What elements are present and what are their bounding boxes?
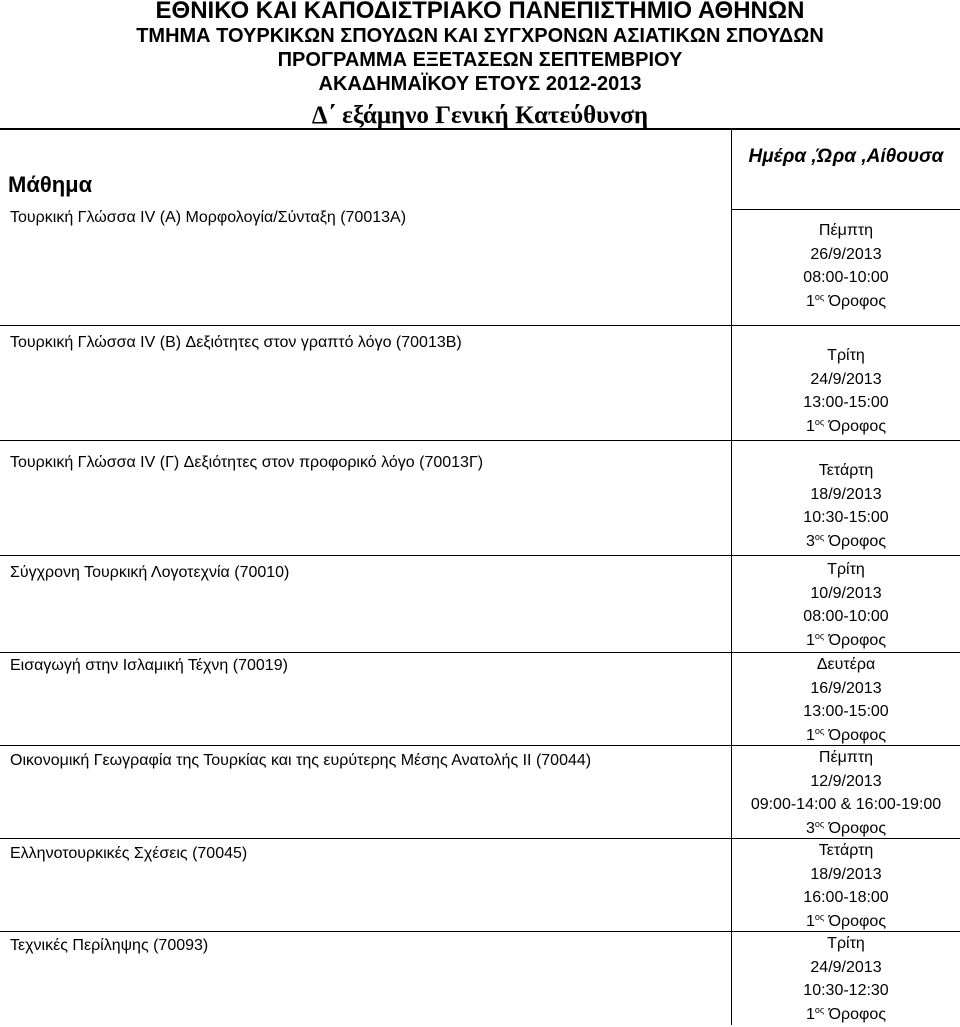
course-name: Τουρκική Γλώσσα IV (B) Δεξιότητες στον γραπτό λόγο (70013Β) — [10, 334, 462, 351]
exam-time: 13:00-15:00 — [803, 703, 889, 720]
exam-date: 18/9/2013 — [810, 865, 882, 883]
exam-slot — [732, 558, 960, 652]
exam-room: $3^{o\varsigma}$ Όροφος — [805, 818, 887, 837]
exam-slot — [732, 219, 960, 313]
exam-room: $3^{o\varsigma}$ Όροφος — [805, 531, 887, 550]
course-name: Τουρκική Γλώσσα IV (A) Μορφολογία/Σύνταξη (70013Α) — [10, 209, 407, 226]
exam-slot — [732, 932, 960, 1026]
exam-day: Τρίτη — [827, 347, 865, 364]
university-title: ΕΘΝΙΚΟ ΚΑΙ ΚΑΠΟΔΙΣΤΡΙΑΚΟ ΠΑΝΕΠΙΣΤΗΜΙΟ ΑΘΗΝΩΝ — [155, 0, 805, 24]
exam-date: 24/9/2013 — [810, 958, 882, 976]
exam-slot — [732, 653, 960, 747]
exam-date: 12/9/2013 — [810, 772, 882, 790]
exam-room: $1^{o\varsigma}$ Όροφος — [805, 291, 887, 310]
course-name: Ελληνοτουρκικές Σχέσεις (70045) — [10, 845, 248, 862]
exam-room: $1^{o\varsigma}$ Όροφος — [805, 725, 887, 744]
course-name: Οικονομική Γεωγραφία της Τουρκίας και της ευρύτερης Μέσης Ανατολής ΙΙ (70044) — [10, 752, 592, 769]
course-name: Τουρκική Γλώσσα IV (Γ) Δεξιότητες στον προφορικό λόγο (70013Γ) — [10, 454, 484, 471]
exam-day: Τετάρτη — [818, 462, 874, 479]
exam-slot — [732, 459, 960, 553]
course-name: Εισαγωγή στην Ισλαμική Τέχνη (70019) — [10, 657, 288, 674]
exam-room: $1^{o\varsigma}$ Όροφος — [805, 416, 887, 435]
exam-day: Δευτέρα — [816, 656, 876, 673]
exam-slot — [732, 344, 960, 438]
exam-room: $1^{o\varsigma}$ Όροφος — [805, 911, 887, 930]
exam-slot — [732, 839, 960, 933]
exam-time: 08:00-10:00 — [803, 608, 889, 625]
header-row-divider — [731, 209, 960, 210]
exam-date: 16/9/2013 — [810, 679, 882, 697]
exam-day: Πέμπτη — [818, 749, 874, 766]
row-divider — [0, 440, 960, 441]
exam-slot — [732, 746, 960, 840]
exam-time: 16:00-18:00 — [803, 889, 889, 906]
exam-date: 24/9/2013 — [810, 370, 882, 388]
exam-day: Τρίτη — [827, 935, 865, 952]
exam-time: 13:00-15:00 — [803, 394, 889, 411]
row-divider — [0, 325, 960, 326]
course-name: Σύγχρονη Τουρκική Λογοτεχνία (70010) — [10, 564, 290, 581]
academic-year-title: ΑΚΑΔΗΜΑΪΚΟΥ ΕΤΟΥΣ 2012-2013 — [318, 73, 642, 95]
schedule-column-header: Ημέρα ,Ώρα ,Αίθουσα — [748, 146, 944, 167]
course-name: Τεχνικές Περίληψης (70093) — [10, 937, 209, 954]
exam-date: 18/9/2013 — [810, 485, 882, 503]
exam-room: $1^{o\varsigma}$ Όροφος — [805, 630, 887, 649]
exam-room: $1^{o\varsigma}$ Όροφος — [805, 1004, 887, 1023]
exam-time: 10:30-12:30 — [803, 982, 889, 999]
exam-day: Πέμπτη — [818, 222, 874, 239]
exam-date: 26/9/2013 — [810, 245, 882, 263]
course-column-header: Μάθημα — [8, 172, 93, 197]
department-title: ΤΜΗΜΑ ΤΟΥΡΚΙΚΩΝ ΣΠΟΥΔΩΝ ΚΑΙ ΣΥΓΧΡΟΝΩΝ ΑΣΙΑΤΙΚΩΝ ΣΠΟΥΔΩΝ — [136, 25, 824, 47]
row-divider — [0, 555, 960, 556]
exam-time: 10:30-15:00 — [803, 509, 889, 526]
exam-day: Τρίτη — [827, 561, 865, 578]
exam-time: 09:00-14:00 & 16:00-19:00 — [750, 796, 942, 813]
exam-day: Τετάρτη — [818, 842, 874, 859]
exam-date: 10/9/2013 — [810, 584, 882, 602]
semester-title: Δ΄ εξάμηνο Γενική Κατεύθυνση — [311, 102, 649, 129]
exam-time: 08:00-10:00 — [803, 269, 889, 286]
program-title: ΠΡΟΓΡΑΜΜΑ ΕΞΕΤΑΣΕΩΝ ΣΕΠΤΕΜΒΡΙΟΥ — [277, 49, 683, 71]
